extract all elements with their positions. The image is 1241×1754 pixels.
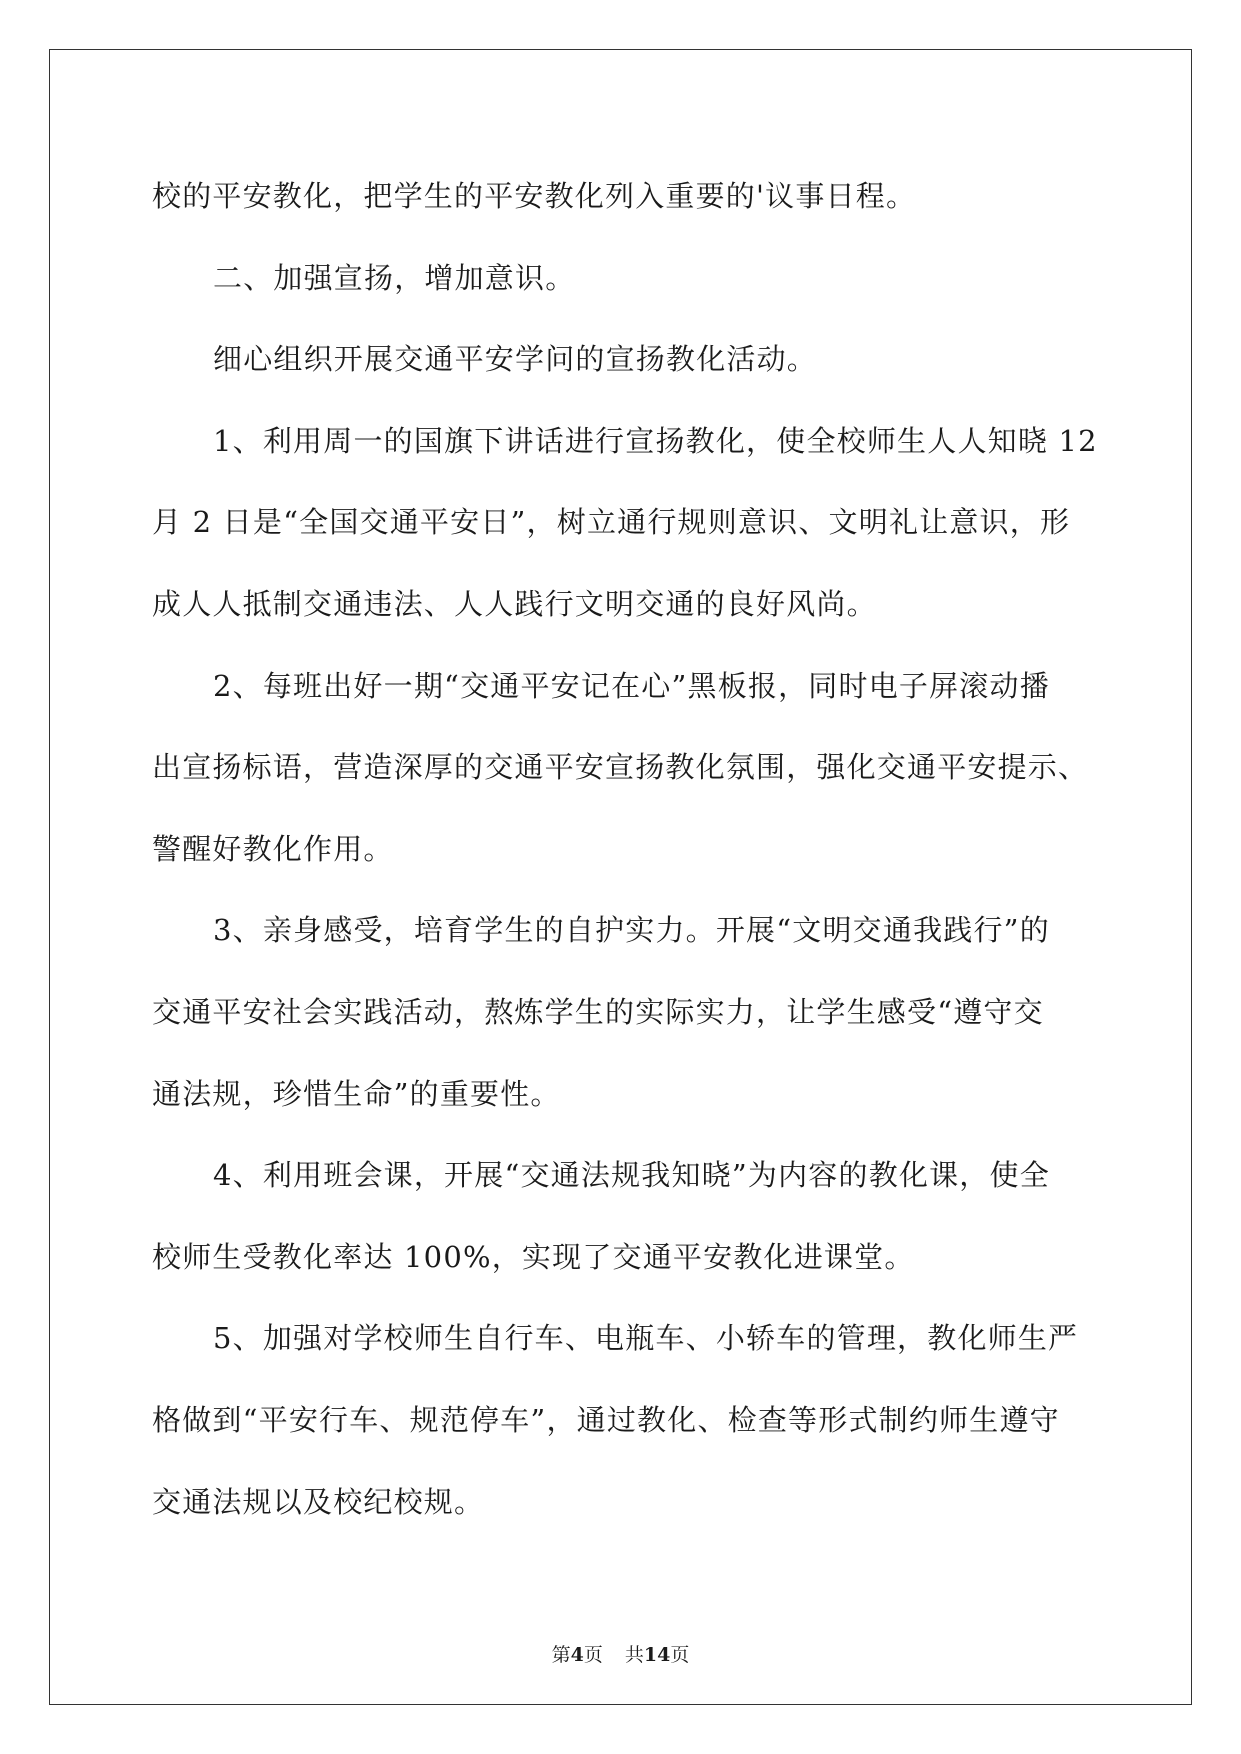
text-line: 校的平安教化，把学生的平安教化列入重要的'议事日程。	[152, 179, 917, 213]
text-line: 4、利用班会课，开展“交通法规我知晓”为内容的教化课，使全	[213, 1158, 1050, 1193]
text-line: 细心组织开展交通平安学问的宣扬教化活动。	[213, 342, 818, 377]
total-prefix: 共	[624, 1644, 644, 1666]
page-prefix: 第	[551, 1644, 571, 1666]
text-line: 格做到“平安行车、规范停车”，通过教化、检查等形式制约师生遵守	[152, 1402, 1060, 1437]
text-line: 月 2 日是“全国交通平安日”，树立通行规则意识、文明礼让意识，形	[152, 505, 1071, 540]
total-pages: 14	[643, 1644, 671, 1666]
section-heading: 二、加强宣扬，增加意识。	[213, 260, 576, 295]
text-line: 5、加强对学校师生自行车、电瓶车、小轿车的管理，教化师生严	[213, 1321, 1079, 1356]
text-line: 2、每班出好一期“交通平安记在心”黑板报，同时电子屏滚动播	[213, 668, 1050, 703]
text-line: 警醒好教化作用。	[152, 831, 394, 866]
document-body	[152, 156, 1098, 1543]
page-footer	[0, 1640, 1241, 1667]
page-number: 4	[570, 1644, 584, 1666]
text-line: 校师生受教化率达 100%，实现了交通平安教化进课堂。	[152, 1239, 915, 1274]
text-line: 通法规，珍惜生命”的重要性。	[152, 1076, 561, 1111]
page-suffix: 页	[583, 1644, 603, 1666]
text-line: 1、利用周一的国旗下讲话进行宣扬教化，使全校师生人人知晓 12	[213, 423, 1098, 458]
text-line: 3、亲身感受，培育学生的自护实力。开展“文明交通我践行”的	[213, 913, 1050, 948]
text-line: 成人人抵制交通违法、人人践行文明交通的良好风尚。	[152, 586, 877, 621]
text-line: 交通平安社会实践活动，熬炼学生的实际实力，让学生感受“遵守交	[152, 994, 1044, 1029]
text-line: 出宣扬标语，营造深厚的交通平安宣扬教化氛围，强化交通平安提示、	[152, 750, 1089, 785]
text-line: 交通法规以及校纪校规。	[152, 1484, 485, 1519]
total-suffix: 页	[670, 1644, 690, 1666]
